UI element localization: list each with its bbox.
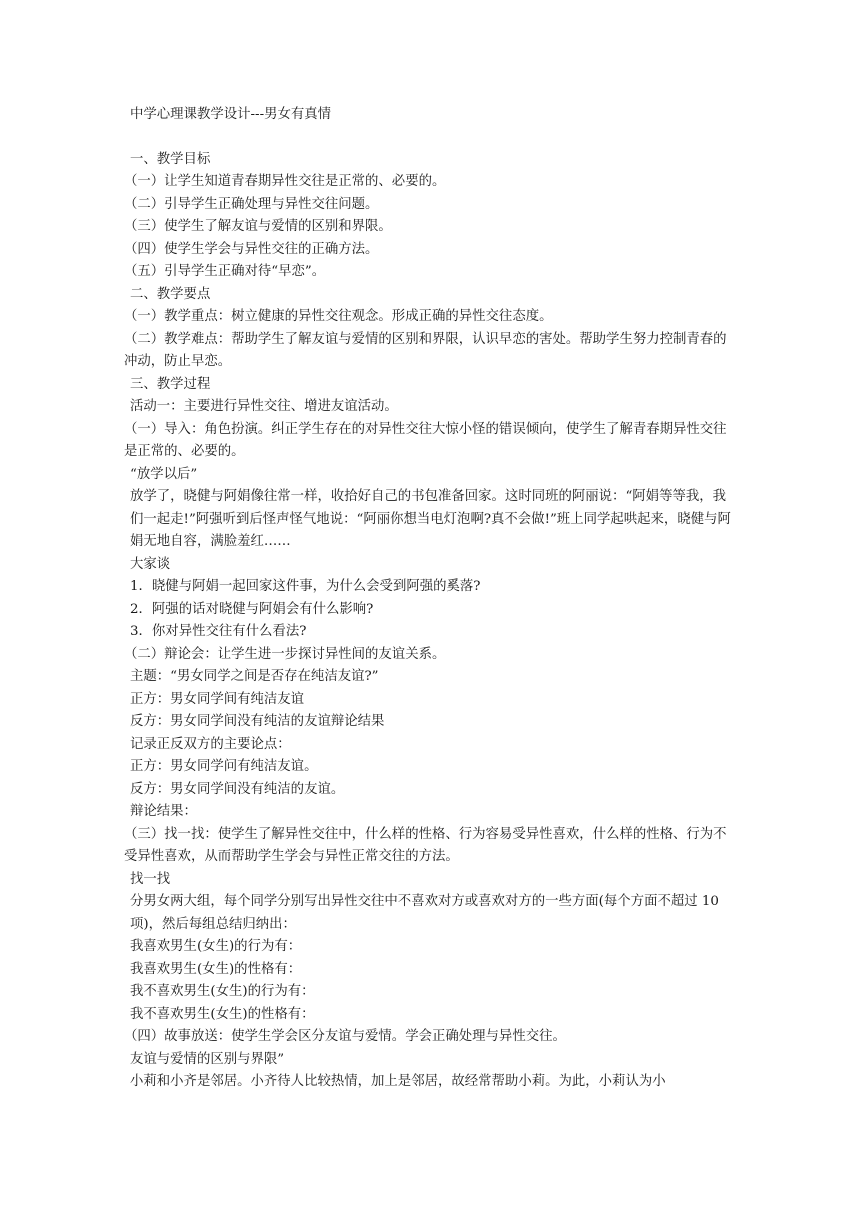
paragraph-line: 正方：男女同学间有纯洁友谊 xyxy=(130,691,305,707)
paragraph-line: 大家谈 xyxy=(130,556,171,572)
paragraph-line: （一）导入：角色扮演。纠正学生存在的对异性交往大惊小怪的错误倾向，使学生了解青春期异性交往是正常的、必要的。 xyxy=(124,421,727,459)
paragraph-line: （一）让学生知道青春期异性交往是正常的、必要的。 xyxy=(124,174,446,189)
list-item: 1．晓健与阿娟一起回家这件事，为什么会受到阿强的奚落? xyxy=(130,579,481,594)
paragraph-line: 我不喜欢男生(女生)的性格有： xyxy=(130,1006,315,1022)
paragraph-line: “放学以后” xyxy=(130,466,198,482)
list-item: 2．阿强的话对晓健与阿娟会有什么影响? xyxy=(130,601,374,617)
paragraph-line: 主题：“男女同学之间是否存在纯洁友谊?” xyxy=(130,669,379,684)
paragraph-line: 小莉和小齐是邻居。小齐待人比较热情，加上是邻居，故经常帮助小莉。为此，小莉认为小 xyxy=(130,1074,666,1089)
list-item: 3．你对异性交往有什么看法? xyxy=(130,624,307,639)
paragraph-line: 活动一：主要进行异性交往、增进友谊活动。 xyxy=(130,399,398,414)
paragraph-line: （五）引导学生正确对待“早恋”。 xyxy=(124,264,326,279)
paragraph-line: （二）辩论会：让学生进一步探讨异性间的友谊关系。 xyxy=(124,646,446,662)
paragraph-line: 找一找 xyxy=(130,871,171,887)
paragraph-line: 反方：男女同学间没有纯洁的友谊。 xyxy=(130,781,345,797)
paragraph-line: 我喜欢男生(女生)的行为有： xyxy=(130,939,302,954)
paragraph-line: （三）找一找：使学生了解异性交往中，什么样的性格、行为容易受异性喜欢，什么样的性格、行为不受异性喜欢，从而帮助学生学会与异性正常交往的方法。 xyxy=(124,826,727,864)
document-page xyxy=(124,104,732,1094)
paragraph-line: （四）使学生学会与异性交往的正确方法。 xyxy=(124,241,379,257)
paragraph-line: （二）引导学生正确处理与异性交往问题。 xyxy=(124,196,379,212)
paragraph-line: （二）教学难点：帮助学生了解友谊与爱情的区别和界限，认识早恋的害处。帮助学生努力控制青春的冲动，防止早恋。 xyxy=(124,331,727,369)
section-heading: 一、教学目标 xyxy=(130,151,211,167)
document-title: 中学心理课教学设计---男女有真情 xyxy=(130,107,332,122)
paragraph-line: 放学了，晓健与阿娟像往常一样，收拾好自己的书包准备回家。这时同班的阿丽说：“阿娟等等我，我们一起走!”阿强听到后怪声怪气地说：“阿丽你想当电灯泡啊?真不会做!”班上同学起哄起来，晓健与阿娟无地自容，满脸羞红…… xyxy=(130,489,731,549)
paragraph-line: 友谊与爱情的区别与界限” xyxy=(130,1051,285,1067)
paragraph-line: （四）故事放送：使学生学会区分友谊与爱情。学会正确处理与异性交往。 xyxy=(124,1029,566,1044)
paragraph-line: （一）教学重点：树立健康的异性交往观念。形成正确的异性交往态度。 xyxy=(124,309,553,324)
document-body xyxy=(124,149,732,1094)
paragraph-line: （三）使学生了解友谊与爱情的区别和界限。 xyxy=(124,219,392,234)
paragraph-line: 我喜欢男生(女生)的性格有： xyxy=(130,961,302,977)
paragraph-line: 分男女两大组，每个同学分别写出异性交往中不喜欢对方或喜欢对方的一些方面(每个方面不超过 10 项)，然后每组总结归纳出： xyxy=(130,894,719,932)
section-heading: 三、教学过程 xyxy=(130,376,211,392)
paragraph-line: 辩论结果： xyxy=(130,804,197,819)
paragraph-line: 反方：男女同学间没有纯洁的友谊辩论结果 xyxy=(130,714,385,729)
section-heading: 二、教学要点 xyxy=(130,286,211,302)
paragraph-line: 正方：男女同学问有纯洁友谊。 xyxy=(130,759,318,774)
paragraph-line: 我不喜欢男生(女生)的行为有： xyxy=(130,984,315,999)
paragraph-line: 记录正反双方的主要论点： xyxy=(130,736,291,752)
